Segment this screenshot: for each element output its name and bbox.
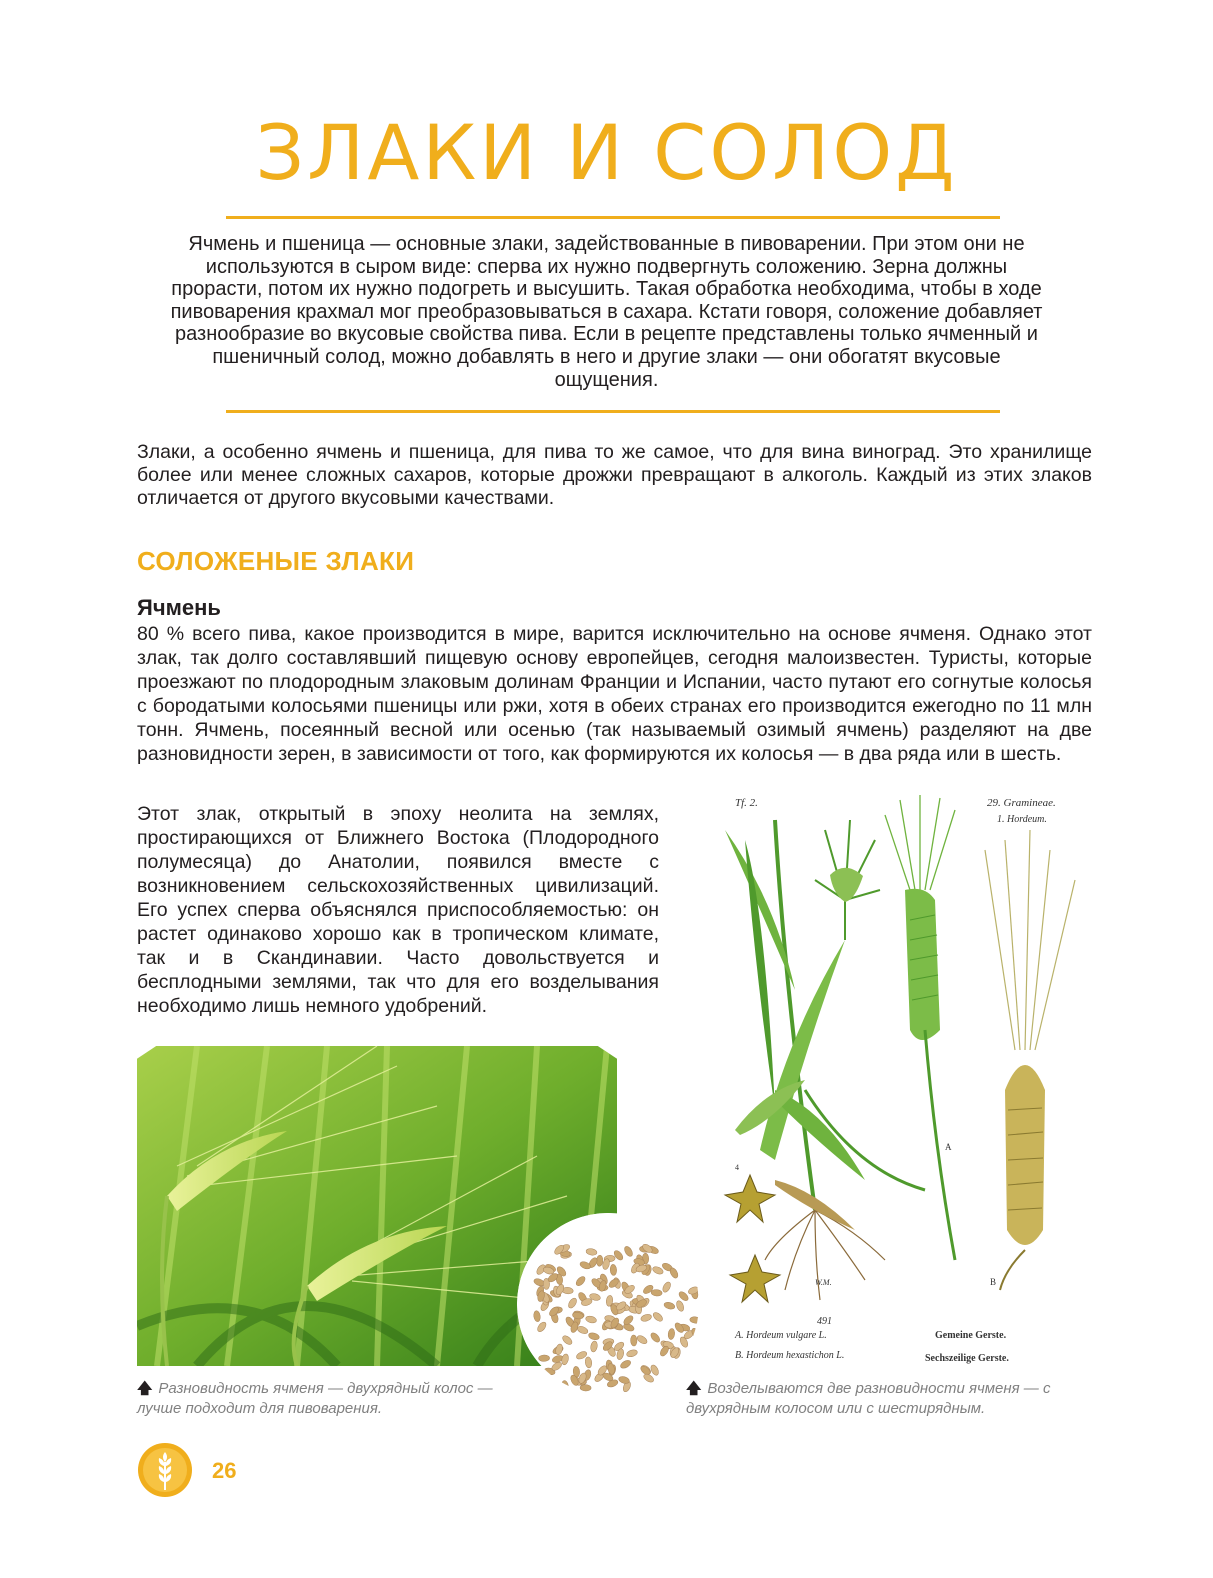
caption-left	[137, 1379, 497, 1419]
caption-left-text: Разновидность ячменя — двухрядный колос — лучше подходит для пивоварения.	[137, 1380, 493, 1417]
grain	[630, 1335, 637, 1346]
latin-name-b: B. Hordeum hexastichon L.	[735, 1350, 845, 1361]
arrow-up-icon: 🡅	[686, 1380, 702, 1397]
grain	[692, 1244, 699, 1253]
label-a: A	[945, 1142, 952, 1152]
caption-right	[686, 1379, 1096, 1419]
botanical-illustration	[705, 790, 1095, 1375]
top-divider	[226, 216, 1000, 219]
label-b: B	[990, 1277, 997, 1287]
grain	[691, 1254, 699, 1265]
plate-right-label-1: 29. Gramineae.	[987, 797, 1056, 809]
bottom-divider	[226, 410, 1000, 413]
sub-heading: Ячмень	[137, 595, 221, 620]
wheat-badge-icon	[137, 1442, 193, 1498]
plate-right-label-2: 1. Hordeum.	[997, 814, 1047, 825]
plate-number: 491	[817, 1316, 832, 1327]
caption-right-text: Возделываются две разновидности ячменя — с двухрядным колосом или с шестирядным.	[686, 1380, 1051, 1417]
arrow-up-icon: 🡅	[137, 1380, 153, 1397]
grain	[690, 1355, 699, 1364]
plate-left-label: Tf. 2.	[735, 797, 758, 809]
body-paragraph-2: Этот злак, открытый в эпоху неолита на землях, простирающихся от Ближнего Востока (Плодородного полумесяца) до Анатолии, появился вместе с возникновением сельскохозяйственных цивилизаций. Его успех сперва объяснялся приспособляемостью: он растет одинаково хорошо как в тропическом климате, так и в Скандинавии. Часто довольствуется и бесплодными землями, так что для его возделывания необходимо лишь немного удобрений.	[137, 803, 659, 1017]
grain	[688, 1242, 699, 1255]
grain	[690, 1367, 699, 1379]
grain	[580, 1384, 591, 1391]
intro-paragraph: Злаки, а особенно ячмень и пшеница, для пива то же самое, что для вина виноград. Это хранилище более или менее сложных сахаров, которые дрожжи превращают в алкоголь. Каждый из этих злаков отличается от другого вкусовыми качествами.	[137, 441, 1092, 509]
barley-grains-image	[517, 1213, 702, 1397]
grain	[684, 1362, 696, 1374]
lead-paragraph: Ячмень и пшеница — основные злаки, задействованные в пивоварении. При этом они не используются в сыром виде: сперва их нужно подвергнуть соложению. Зерна должны прорасти, потом их нужно подогреть и высушить. Такая обработка необходима, чтобы в ходе пивоварения крахмал мог преобразовываться в сахара. Кстати говоря, соложение добавляет разнообразие во вкусовые свойства пива. Если в рецепте представлены только ячменный и пшеничный солод, можно добавлять в него и другие злаки — они обогатят вкусовые ощущения.	[170, 233, 1043, 391]
body-paragraph-1: 80 % всего пива, какое производится в мире, варится исключительно на основе ячменя. Однако этот злак, так долго составлявший пищевую основу европейцев, сегодня малоизвестен. Туристы, которые проезжают по плодородным злаковым долинам Франции и Испании, часто путают его согнутые колосья с бородатыми колосьями пшеницы или ржи, хотя в обеих странах его производится ежегодно по 11 млн тонн. Ячмень, посеянный весной или осенью (так называемый озимый ячмень) разделяют на две разновидности зерен, в зависимости от того, как формируются их колосья — в два ряда или в шесть.	[137, 623, 1092, 765]
grain	[671, 1375, 680, 1387]
section-heading: СОЛОЖЕНЫЕ ЗЛАКИ	[137, 546, 415, 576]
german-name-a: Gemeine Gerste.	[935, 1330, 1007, 1341]
grain	[538, 1355, 549, 1362]
page-title: ЗЛАКИ И СОЛОД	[255, 108, 958, 197]
page-number: 26	[212, 1458, 237, 1483]
grain	[668, 1380, 680, 1392]
grain	[533, 1379, 543, 1392]
label-wm: W.M.	[815, 1278, 832, 1287]
label-4: 4	[735, 1163, 739, 1172]
german-name-b: Sechszeilige Gerste.	[925, 1353, 1009, 1364]
latin-name-a: A. Hordeum vulgare L.	[735, 1330, 827, 1341]
